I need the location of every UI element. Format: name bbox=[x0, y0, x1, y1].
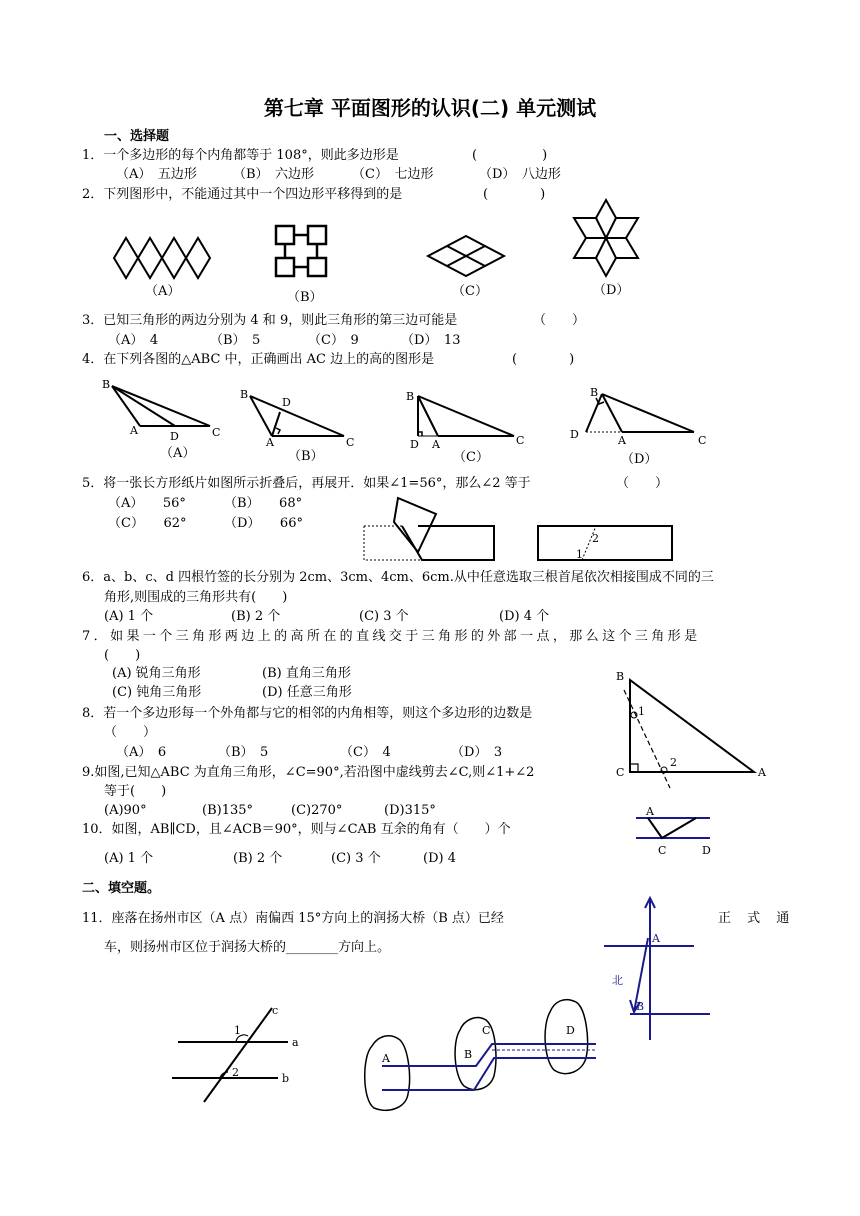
q6-option-d: (D) 4 个 bbox=[499, 609, 550, 624]
q3-option-d: （D） 13 bbox=[401, 333, 461, 348]
q4-label-a: （A） bbox=[160, 446, 196, 461]
q5-stem: 5．将一张长方形纸片如图所示折叠后，再展开．如果∠1=56°，那么∠2 等于 bbox=[82, 476, 531, 491]
q5-angle-2: 2 bbox=[592, 532, 599, 545]
q6-option-b: (B) 2 个 bbox=[231, 609, 281, 624]
sketch-label-d: D bbox=[566, 1024, 575, 1037]
section-choice-heading: 一、选择题 bbox=[104, 129, 170, 144]
q4d-label-a: A bbox=[618, 434, 626, 447]
q4-figure-c bbox=[402, 388, 532, 450]
q2-label-a: （A） bbox=[145, 284, 181, 299]
q6-option-c: (C) 3 个 bbox=[359, 609, 409, 624]
line-a-label: a bbox=[292, 1036, 299, 1049]
q8-option-c: （C） 4 bbox=[340, 745, 391, 760]
line-b-label: b bbox=[282, 1072, 290, 1085]
q5-option-a: （A） 56° bbox=[108, 496, 186, 511]
sketch-label-a: A bbox=[382, 1052, 390, 1065]
q5-option-c: （C） 62° bbox=[108, 516, 187, 531]
q9-option-c: (C)270° bbox=[291, 803, 343, 818]
q11-line-1: 11．座落在扬州市区（A 点）南偏西 15°方向上的润扬大桥（B 点）已经 bbox=[82, 911, 504, 926]
q2-figure-a-diamonds bbox=[110, 236, 210, 280]
line-c-label: c bbox=[272, 1004, 279, 1017]
q2-label-b: （B） bbox=[287, 290, 323, 305]
q10-label-c: C bbox=[658, 844, 667, 857]
q4d-label-c: C bbox=[698, 434, 707, 447]
q4c-label-c: C bbox=[516, 434, 525, 447]
q4-stem: 4．在下列各图的△ABC 中，正确画出 AC 边上的高的图形是 bbox=[82, 352, 435, 367]
q10-figure-parallel-lines bbox=[630, 802, 720, 860]
q4a-label-c: C bbox=[212, 426, 221, 439]
sketch-label-c: C bbox=[482, 1024, 491, 1037]
q9-angle-1: 1 bbox=[638, 705, 645, 718]
q7-line-2: ( ) bbox=[104, 648, 141, 663]
q4a-label-a: A bbox=[130, 424, 138, 437]
q4a-label-d: D bbox=[170, 430, 179, 443]
q10-label-d: D bbox=[702, 844, 711, 857]
q7-option-d: (D) 任意三角形 bbox=[262, 685, 352, 700]
q5-option-d: （D） 66° bbox=[224, 516, 303, 531]
q2-label-d: （D） bbox=[593, 283, 630, 298]
q1-option-b: （B） 六边形 bbox=[233, 167, 315, 182]
q9-option-a: (A)90° bbox=[104, 803, 147, 818]
q4c-label-a: A bbox=[432, 438, 440, 451]
figure-parallel-lines-abc bbox=[172, 1002, 312, 1106]
q6-line-2: 角形,则围成的三角形共有( ) bbox=[104, 590, 288, 605]
q10-option-a: (A) 1 个 bbox=[104, 851, 154, 866]
q5-figure-unfolded-paper bbox=[536, 522, 676, 562]
q4-figure-b bbox=[236, 388, 356, 448]
q9-label-b: B bbox=[616, 670, 625, 683]
q4-label-b: （B） bbox=[288, 449, 324, 464]
q10-stem: 10．如图，AB∥CD，且∠ACB＝90°，则与∠CAB 互余的角有（ ）个 bbox=[82, 822, 511, 837]
q8-line-1: 8．若一个多边形每一个外角都与它的相邻的内角相等，则这个多边形的边数是 bbox=[82, 706, 533, 721]
q4d-label-b: B bbox=[590, 386, 599, 399]
q8-option-b: （B） 5 bbox=[218, 745, 269, 760]
q11-label-b: B bbox=[636, 1000, 645, 1013]
q1-option-c: （C） 七边形 bbox=[352, 167, 434, 182]
q4b-label-b: B bbox=[240, 388, 249, 401]
q10-label-a: A bbox=[646, 805, 654, 818]
q1-stem: 1．一个多边形的每个内角都等于 108°，则此多边形是 bbox=[82, 148, 399, 163]
q6-line-1: 6．a、b、c、d 四根竹签的长分别为 2cm、3cm、4cm、6cm.从中任意选取三根首尾依次相接围成不同的三 bbox=[82, 570, 714, 585]
angle-2-label: 2 bbox=[232, 1066, 239, 1079]
angle-1-label: 1 bbox=[234, 1024, 241, 1037]
q9-angle-2: 2 bbox=[670, 756, 677, 769]
q4-paren: ( ) bbox=[512, 352, 575, 367]
q7-option-c: (C) 钝角三角形 bbox=[112, 685, 202, 700]
q7-option-b: (B) 直角三角形 bbox=[262, 666, 351, 681]
q4b-label-a: A bbox=[266, 436, 274, 449]
q7-line-1: 7．如果一个三角形两边上的高所在的直线交于三角形的外部一点，那么这个三角形是 bbox=[82, 629, 701, 644]
q5-figure-folded-paper bbox=[362, 494, 500, 564]
q2-figure-b-squares bbox=[272, 222, 332, 282]
q8-option-d: （D） 3 bbox=[451, 745, 503, 760]
figure-river-bridge-sketch bbox=[360, 996, 600, 1114]
q9-line-2: 等于( ) bbox=[104, 784, 167, 799]
q10-option-b: (B) 2 个 bbox=[233, 851, 283, 866]
q9-option-b: (B)135° bbox=[202, 803, 254, 818]
q3-option-c: （C） 9 bbox=[308, 333, 359, 348]
q2-label-c: （C） bbox=[452, 284, 488, 299]
page-title: 第七章 平面图形的认识(二) 单元测试 bbox=[263, 96, 597, 120]
q10-option-c: (C) 3 个 bbox=[331, 851, 381, 866]
q3-paren: （ ） bbox=[533, 313, 586, 328]
q4c-label-b: B bbox=[406, 390, 415, 403]
q1-paren: ( ) bbox=[472, 148, 548, 163]
q8-option-a: （A） 6 bbox=[116, 745, 167, 760]
q5-angle-1: 1 bbox=[576, 548, 583, 561]
q9-figure-right-triangle bbox=[612, 670, 780, 794]
q4-figure-d bbox=[566, 384, 716, 448]
q9-label-c: C bbox=[616, 766, 625, 779]
q11-figure-compass bbox=[600, 894, 720, 1044]
q8-line-2: （ ） bbox=[104, 725, 157, 740]
q2-paren: ( ) bbox=[483, 187, 546, 202]
q4c-label-d: D bbox=[410, 438, 419, 451]
q4d-label-d: D bbox=[570, 428, 579, 441]
q1-option-d: （D） 八边形 bbox=[479, 167, 561, 182]
q2-figure-c-rhombus-grid bbox=[426, 234, 506, 278]
q5-option-b: （B） 68° bbox=[224, 496, 303, 511]
q3-stem: 3．已知三角形的两边分别为 4 和 9，则此三角形的第三边可能是 bbox=[82, 313, 458, 328]
q4b-label-d: D bbox=[282, 396, 291, 409]
q9-label-a: A bbox=[758, 766, 766, 779]
q5-paren: （ ） bbox=[616, 476, 669, 491]
q3-option-b: （B） 5 bbox=[210, 333, 261, 348]
q4b-label-c: C bbox=[346, 436, 355, 449]
q9-option-d: (D)315° bbox=[384, 803, 436, 818]
q2-stem: 2．下列图形中，不能通过其中一个四边形平移得到的是 bbox=[82, 187, 403, 202]
q4-label-d: （D） bbox=[621, 452, 658, 467]
q4-label-c: （C） bbox=[453, 450, 489, 465]
q11-line-1-tail: 正 式 通 bbox=[718, 911, 796, 926]
q4-figure-a bbox=[100, 378, 220, 442]
q11-north-label: 北 bbox=[612, 974, 623, 987]
q4a-label-b: B bbox=[102, 378, 111, 391]
q9-line-1: 9.如图,已知△ABC 为直角三角形，∠C=90°,若沿图中虚线剪去∠C,则∠1+∠2 bbox=[82, 765, 535, 780]
section-fill-heading: 二、填空题。 bbox=[82, 881, 161, 896]
q1-option-a: （A） 五边形 bbox=[116, 167, 197, 182]
q2-figure-d-star bbox=[570, 198, 642, 278]
q11-label-a: A bbox=[652, 932, 660, 945]
sketch-label-b: B bbox=[464, 1048, 473, 1061]
q11-line-2: 车，则扬州市区位于润扬大桥的________方向上。 bbox=[104, 940, 391, 955]
q10-option-d: (D) 4 bbox=[423, 851, 456, 866]
q6-option-a: (A) 1 个 bbox=[104, 609, 154, 624]
q3-option-a: （A） 4 bbox=[108, 333, 159, 348]
q7-option-a: (A) 锐角三角形 bbox=[112, 666, 201, 681]
